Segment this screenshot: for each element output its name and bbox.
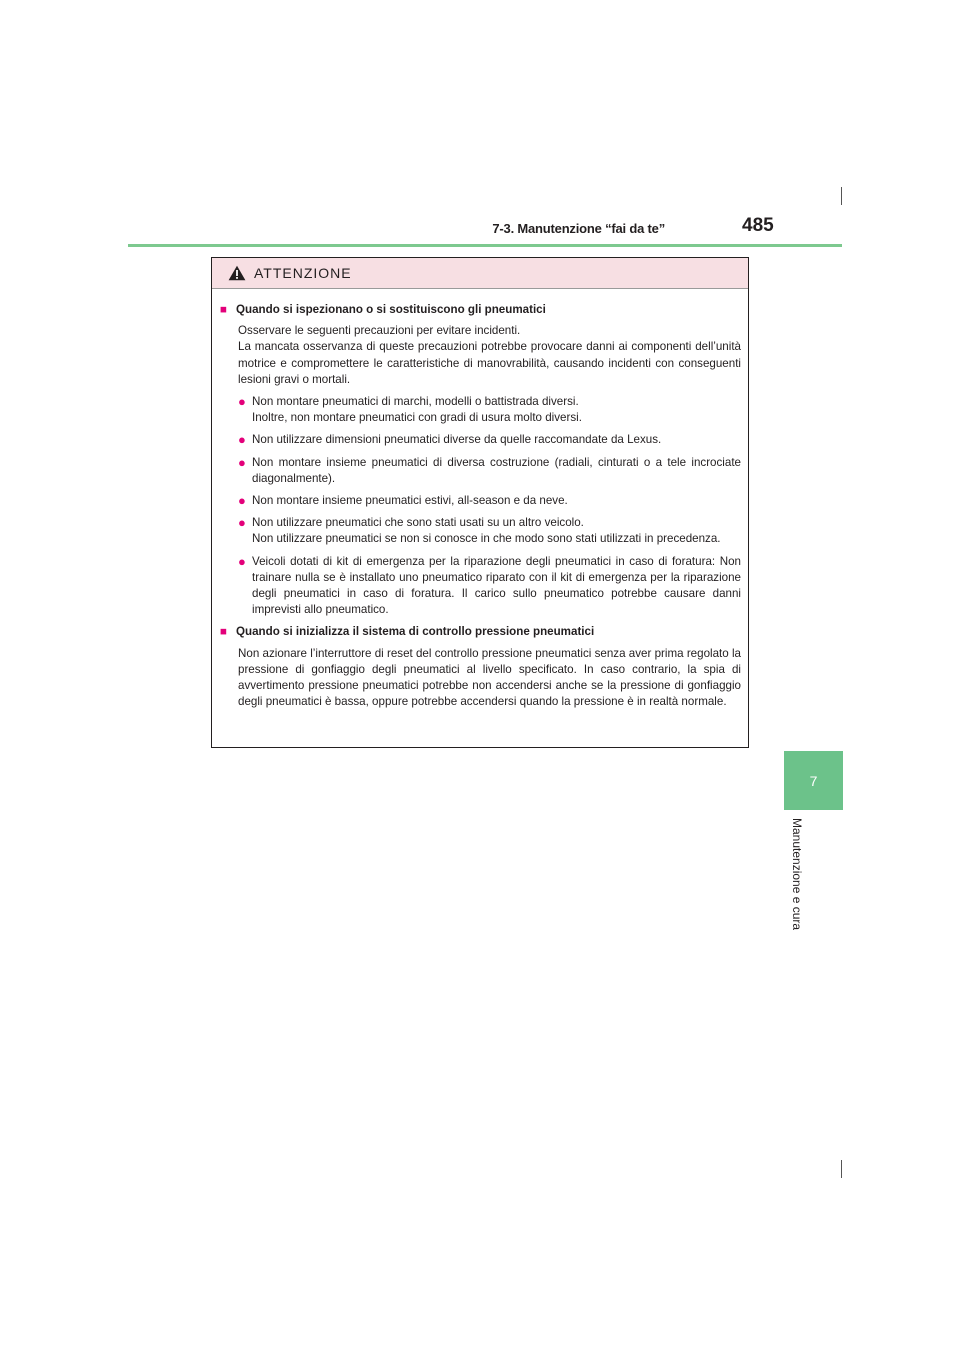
header-rule xyxy=(128,244,842,247)
round-bullet-icon: ● xyxy=(238,553,246,569)
list-item-text xyxy=(252,432,741,448)
chapter-tab xyxy=(784,751,843,810)
list-item xyxy=(238,554,741,619)
page-number: 485 xyxy=(742,215,774,236)
list-item xyxy=(238,493,741,509)
list-item-text xyxy=(252,455,741,487)
round-bullet-icon: ● xyxy=(238,493,246,509)
round-bullet-icon: ● xyxy=(238,515,246,531)
section-heading xyxy=(220,624,741,640)
section-paragraph xyxy=(238,646,741,711)
text-line: Osservare le seguenti precauzioni per evitare incidenti. xyxy=(238,324,521,338)
text-line: Inoltre, non montare pneumatici con gradi di usura molto diversi. xyxy=(252,411,582,425)
crop-mark-top xyxy=(841,187,842,205)
list-item-text xyxy=(252,394,741,426)
round-bullet-icon: ● xyxy=(238,432,246,448)
list-item-text xyxy=(252,493,741,509)
chapter-number: 7 xyxy=(809,773,818,789)
chapter-label: Manutenzione e cura xyxy=(790,818,804,931)
text-line: Non utilizzare dimensioni pneumatici diverse da quelle raccomandate da Lexus. xyxy=(252,433,662,447)
warning-title: ATTENZIONE xyxy=(254,265,352,281)
warning-header xyxy=(212,258,748,289)
section-heading xyxy=(220,302,741,318)
text-line: Non montare insieme pneumatici estivi, all-season e da neve. xyxy=(252,494,568,508)
warning-box xyxy=(211,257,749,748)
text-line: Non montare insieme pneumatici di diversa costruzione (radiali, cinturati o a tele incrociate diagonalmente). xyxy=(252,455,741,485)
text-line: Non utilizzare pneumatici se non si conosce in che modo sono stati utilizzati in precedenza. xyxy=(252,532,721,546)
square-bullet-icon: ■ xyxy=(220,625,228,639)
section-heading-text: Quando si inizializza il sistema di controllo pressione pneumatici xyxy=(236,625,595,639)
crop-mark-bottom xyxy=(841,1160,842,1178)
text-line: Non utilizzare pneumatici che sono stati usati su un altro veicolo. xyxy=(252,516,584,530)
warning-body xyxy=(212,289,748,710)
square-bullet-icon: ■ xyxy=(220,303,228,316)
text-line: Non montare pneumatici di marchi, modelli o battistrada diversi. xyxy=(252,395,579,409)
text-line: Veicoli dotati di kit di emergenza per la riparazione degli pneumatici in caso di foratura: Non trainare nulla se è installato uno pneumatico riparato con il kit di emergenza per la riparazione degli pneumatici in caso di foratura. Il carico sullo pneumatico potrebbe causare danni imprevisti allo pneumatico. xyxy=(252,554,741,617)
round-bullet-icon: ● xyxy=(238,394,246,410)
list-item-text xyxy=(252,554,741,619)
list-item-text xyxy=(252,515,741,547)
list-item xyxy=(238,432,741,448)
section-heading-text: Quando si ispezionano o si sostituiscono gli pneumatici xyxy=(236,303,546,316)
list-item xyxy=(238,515,741,547)
section-paragraph xyxy=(238,323,741,388)
list-item xyxy=(238,394,741,426)
section-title: 7-3. Manutenzione “fai da te” xyxy=(492,221,665,236)
round-bullet-icon: ● xyxy=(238,454,246,470)
text-line: Non azionare l’interruttore di reset del controllo pressione pneumatici senza aver prima regolato la pressione di gonfiaggio degli pneumatici al livello specificato. In caso contrario, la spia di avvertimento pressione pneumatici potrebbe non accendersi anche se la pressione di gonfiaggio degli pneumatici è bassa, oppure potrebbe accendersi quando la pressione è in realtà normale. xyxy=(238,646,741,709)
list-item xyxy=(238,455,741,487)
text-line: La mancata osservanza di queste precauzioni potrebbe provocare danni ai componenti dell’unità motrice e compromettere le caratteristiche di manovrabilità, causando incidenti con conseguenti lesioni gravi o mortali. xyxy=(238,340,741,386)
warning-triangle-icon xyxy=(228,265,246,281)
